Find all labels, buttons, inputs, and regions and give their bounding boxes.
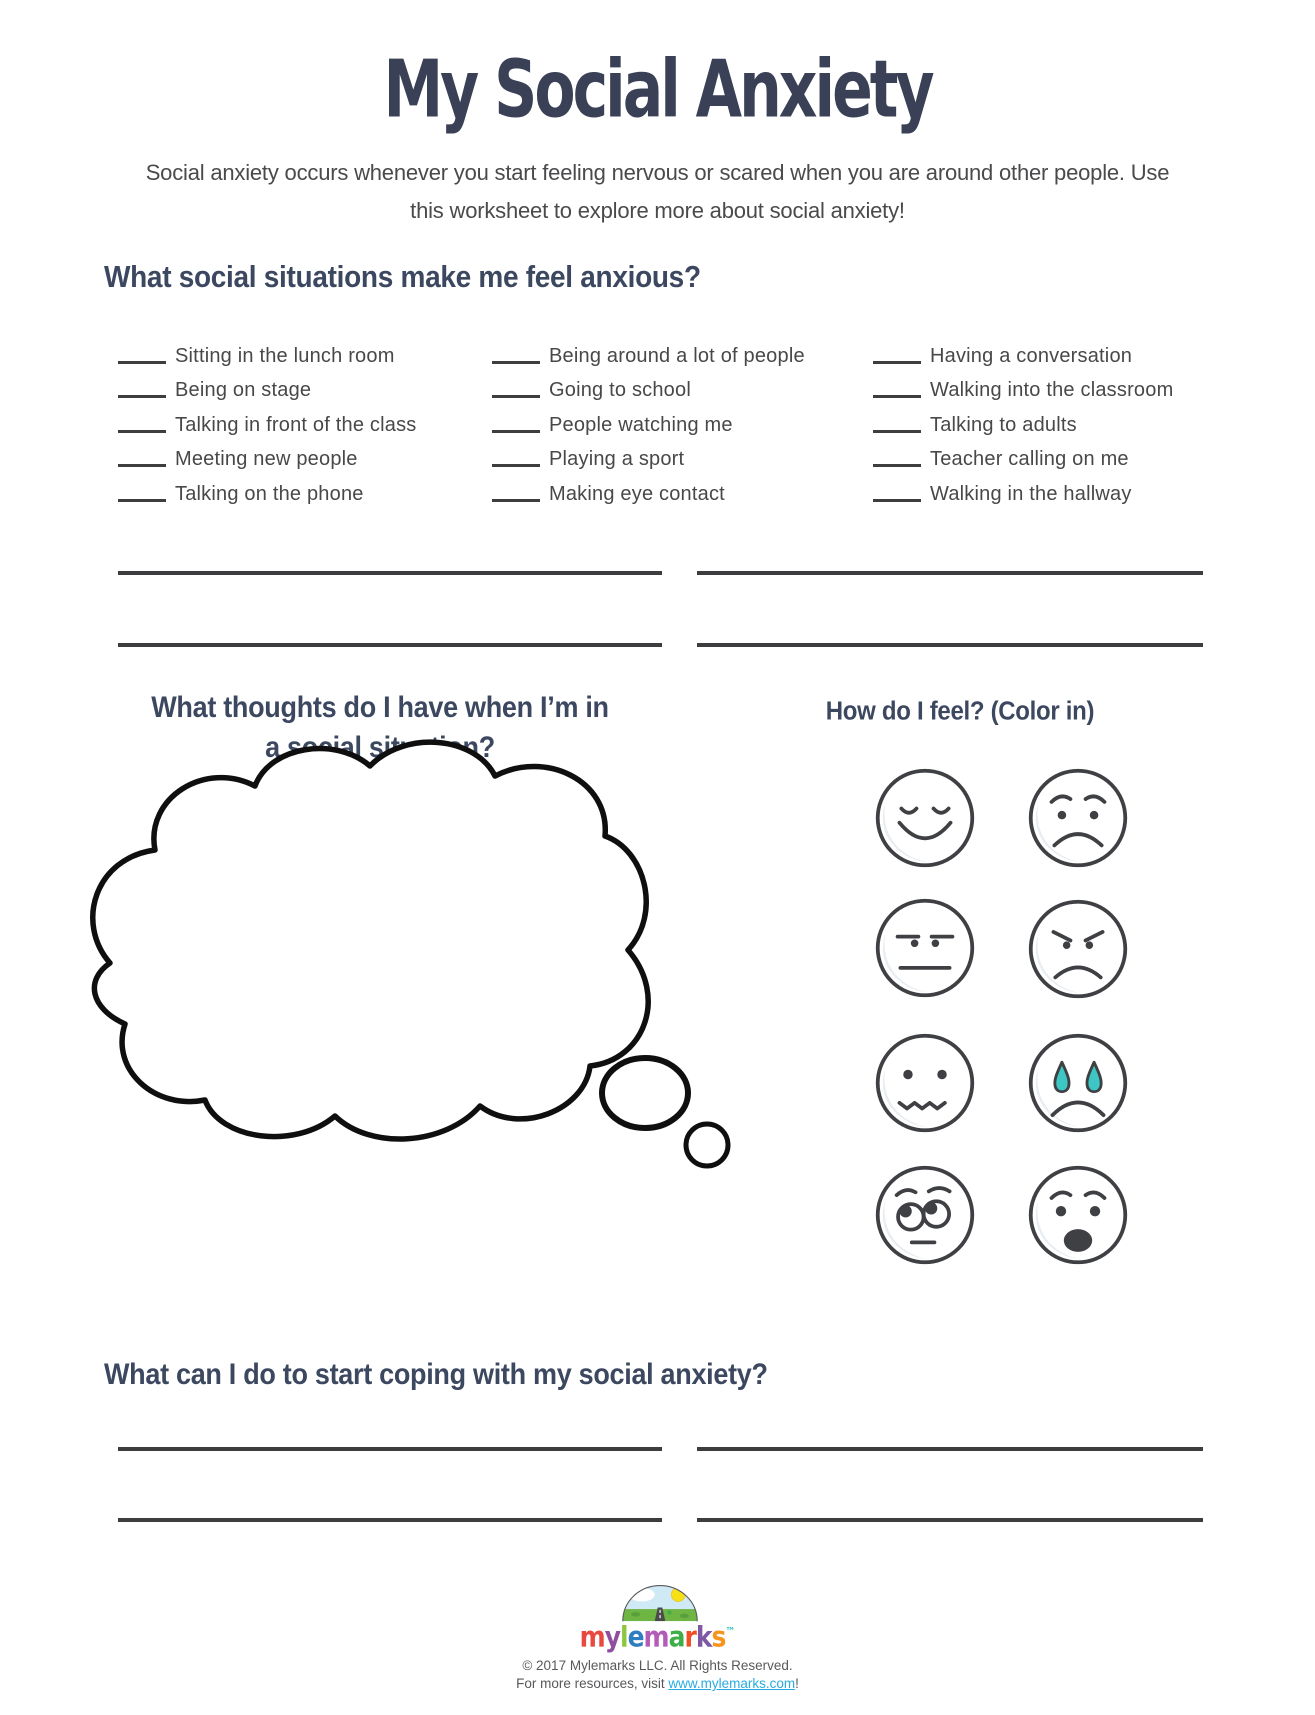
brand-letter: s xyxy=(711,1620,726,1654)
checklist-label: Having a conversation xyxy=(930,344,1133,367)
checklist-label: Teacher calling on me xyxy=(930,448,1129,470)
crying-face-icon[interactable] xyxy=(1026,1031,1130,1135)
answer-blank[interactable] xyxy=(118,499,166,502)
mylemarks-link[interactable]: www.mylemarks.com xyxy=(668,1676,796,1691)
answer-blank[interactable] xyxy=(118,464,166,467)
writing-line[interactable] xyxy=(697,1447,1203,1451)
checklist-label: Walking into the classroom xyxy=(930,379,1174,401)
worried-face-icon[interactable] xyxy=(1026,766,1130,870)
brand-wordmark xyxy=(0,1620,1315,1653)
checklist-label: Sitting in the lunch room xyxy=(175,344,395,367)
coping-heading: What can I do to start coping with my social anxiety? xyxy=(104,1358,768,1391)
thoughts-heading-line-2: a social situation? xyxy=(265,731,495,764)
thought-cloud-shape xyxy=(93,742,648,1139)
shocked-face-icon[interactable] xyxy=(1026,1163,1130,1267)
checklist-item xyxy=(873,369,1173,404)
writing-line[interactable] xyxy=(697,571,1203,575)
checklist-label: Talking in front of the class xyxy=(175,413,417,436)
checklist-item xyxy=(492,403,805,438)
answer-blank[interactable] xyxy=(873,464,921,467)
checklist-item xyxy=(873,334,1173,369)
brand-letter: r xyxy=(684,1620,696,1654)
eye-roll-face-icon[interactable] xyxy=(873,1163,977,1267)
checklist-label: Walking in the hallway xyxy=(930,482,1132,505)
page-title: My Social Anxiety xyxy=(383,44,932,137)
checklist-item xyxy=(492,472,805,507)
resources-text xyxy=(0,1676,1315,1691)
situations-column-2 xyxy=(492,334,805,507)
checklist-item xyxy=(492,369,805,404)
unamused-face-icon[interactable] xyxy=(873,896,977,1000)
checklist-item xyxy=(118,369,416,404)
checklist-label: Going to school xyxy=(549,379,691,401)
feelings-heading: How do I feel? (Color in) xyxy=(825,697,1095,727)
brand-letter: m xyxy=(643,1620,669,1654)
brand-letter: y xyxy=(604,1620,620,1654)
brand-letter: m xyxy=(579,1620,605,1654)
writing-line[interactable] xyxy=(118,643,662,647)
thought-bubble-trail-large xyxy=(602,1058,688,1128)
mylemarks-logo-art xyxy=(622,1584,698,1622)
checklist-item xyxy=(873,403,1173,438)
copyright-text: © 2017 Mylemarks LLC. All Rights Reserved. xyxy=(522,1658,793,1673)
checklist-label: Being on stage xyxy=(175,379,312,401)
situations-column-1 xyxy=(118,334,416,507)
checklist-item xyxy=(118,334,416,369)
brand-letter: l xyxy=(620,1620,628,1654)
angry-face-icon[interactable] xyxy=(1026,897,1130,1001)
answer-blank[interactable] xyxy=(873,499,921,502)
answer-blank[interactable] xyxy=(118,395,166,398)
thought-bubble-trail-small xyxy=(686,1124,728,1166)
resources-prefix: For more resources, visit xyxy=(516,1676,669,1691)
situations-column-3 xyxy=(873,334,1173,507)
answer-blank[interactable] xyxy=(492,395,540,398)
checklist-item xyxy=(118,438,416,473)
checklist-label: People watching me xyxy=(549,413,733,436)
checklist-label: Being around a lot of people xyxy=(549,344,805,367)
checklist-label: Talking to adults xyxy=(930,413,1077,436)
answer-blank[interactable] xyxy=(118,430,166,433)
checklist-item xyxy=(492,438,805,473)
resources-suffix: ! xyxy=(795,1676,799,1691)
checklist-item xyxy=(873,438,1173,473)
situations-heading: What social situations make me feel anxious? xyxy=(104,260,701,294)
brand-letter: e xyxy=(627,1620,644,1654)
answer-blank[interactable] xyxy=(492,464,540,467)
checklist-label: Meeting new people xyxy=(175,448,358,470)
answer-blank[interactable] xyxy=(492,430,540,433)
writing-line[interactable] xyxy=(118,571,662,575)
answer-blank[interactable] xyxy=(873,395,921,398)
checklist-item xyxy=(873,472,1173,507)
checklist-item xyxy=(492,334,805,369)
brand-letter: k xyxy=(695,1620,712,1654)
content-face-icon[interactable] xyxy=(873,766,977,870)
checklist-label: Playing a sport xyxy=(549,448,685,470)
checklist-item xyxy=(118,472,416,507)
writing-line[interactable] xyxy=(118,1447,662,1451)
writing-line[interactable] xyxy=(697,643,1203,647)
writing-line[interactable] xyxy=(118,1518,662,1522)
answer-blank[interactable] xyxy=(873,361,921,364)
intro-text-line-1: Social anxiety occurs whenever you start feeling nervous or scared when you are around other people. Use xyxy=(145,160,1170,185)
answer-blank[interactable] xyxy=(492,361,540,364)
thoughts-heading-line-1: What thoughts do I have when I’m in xyxy=(151,691,609,724)
writing-line[interactable] xyxy=(697,1518,1203,1522)
checklist-label: Making eye contact xyxy=(549,482,725,505)
answer-blank[interactable] xyxy=(492,499,540,502)
thought-bubble[interactable] xyxy=(70,708,740,1178)
checklist-label: Talking on the phone xyxy=(175,482,364,505)
brand-letter: a xyxy=(668,1620,685,1654)
trademark-symbol: ™ xyxy=(725,1626,736,1640)
answer-blank[interactable] xyxy=(873,430,921,433)
intro-text-line-2: this worksheet to explore more about social anxiety! xyxy=(410,198,905,223)
checklist-item xyxy=(118,403,416,438)
answer-blank[interactable] xyxy=(118,361,166,364)
nervous-face-icon[interactable] xyxy=(873,1031,977,1135)
